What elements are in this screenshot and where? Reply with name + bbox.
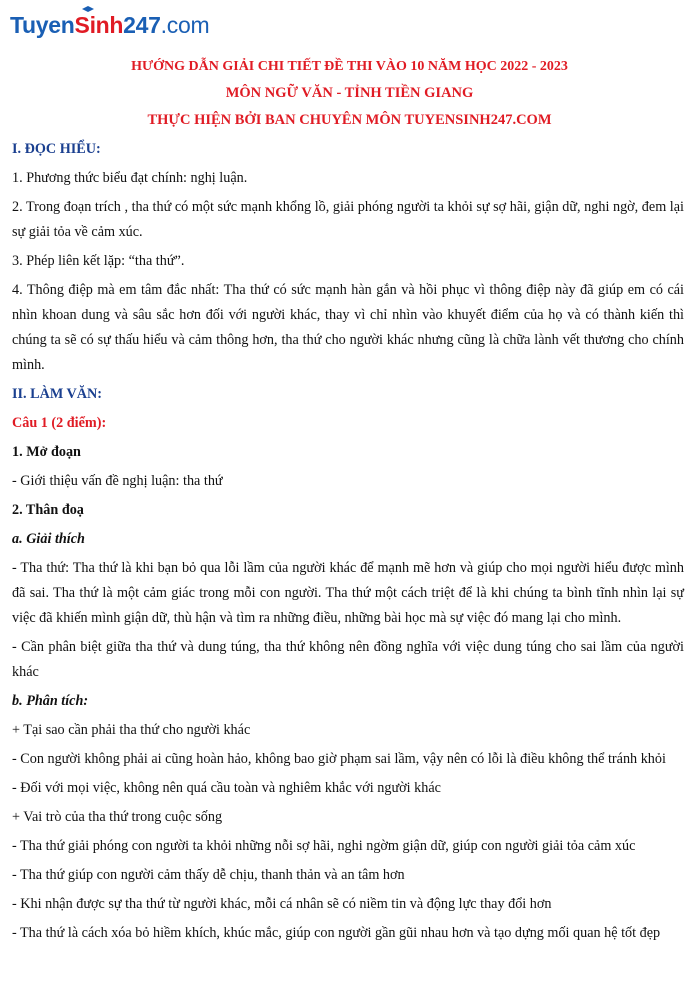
graduation-cap-icon [82, 6, 94, 13]
logo-part-sinh-text: Sinh [74, 12, 124, 38]
logo-part-tuyen: Tuyen [10, 12, 75, 38]
phan-tich-item-6: - Tha thứ giúp con người cảm thấy dễ chịu, thanh thản và an tâm hơn [12, 867, 405, 883]
phan-tich-item-4: + Vai trò của tha thứ trong cuộc sống [12, 809, 223, 825]
mo-doan-text: - Giới thiệu vấn đề nghị luận: tha thứ [12, 473, 223, 489]
question-1-title: Câu 1 (2 điểm): [12, 415, 107, 431]
header-line-2: MÔN NGỮ VĂN - TỈNH TIỀN GIANG [225, 85, 474, 101]
phan-tich-item-3: - Đối với mọi việc, không nên quá cầu toàn và nghiêm khắc với người khác [12, 780, 441, 796]
heading-mo-doan: 1. Mở đoạn [12, 444, 81, 460]
section-1-title: I. ĐỌC HIỂU: [12, 141, 101, 157]
section-2-title: II. LÀM VĂN: [12, 386, 102, 402]
reading-answer-2: 2. Trong đoạn trích , tha thứ có một sức mạnh khổng lồ, giải phóng người ta khỏi sự sợ hãi, giận dữ, nghi ngờ, đem lại sự giải tỏa về cảm xúc. [12, 199, 684, 240]
phan-tich-item-7: - Khi nhận được sự tha thứ từ người khác, mỗi cá nhân sẽ có niềm tin và động lực thay đổi hơn [12, 896, 552, 912]
reading-answer-4: 4. Thông điệp mà em tâm đắc nhất: Tha thứ có sức mạnh hàn gắn và hồi phục vì thông điệp này đã giúp em có cái nhìn khoan dung và sâu sắc hơn đối với người khác, thay vì chỉ nhìn vào khuyết điểm của họ và có thành kiến thì chúng ta sẽ có sự thấu hiểu và cảm thông hơn, tha thứ cho người khác nhưng cũng là chữa lành vết thương cho chính mình. [12, 282, 684, 373]
document-body [12, 137, 684, 950]
site-logo[interactable] [10, 12, 209, 39]
heading-giai-thich: a. Giải thích [12, 531, 85, 547]
logo-part-com: .com [160, 12, 210, 38]
heading-than-doan: 2. Thân đoạ [12, 502, 84, 518]
phan-tich-item-5: - Tha thứ giải phóng con người ta khỏi những nỗi sợ hãi, nghi ngờm giận dữ, giúp con người giải tỏa cảm xúc [12, 838, 636, 854]
header-line-3: THỰC HIỆN BỞI BAN CHUYÊN MÔN TUYENSINH247.COM [147, 112, 552, 128]
heading-phan-tich: b. Phân tích: [12, 693, 89, 709]
reading-answer-3: 3. Phép liên kết lặp: “tha thứ”. [12, 253, 185, 269]
reading-answer-1: 1. Phương thức biểu đạt chính: nghị luận. [12, 170, 248, 186]
phan-tich-item-2: - Con người không phải ai cũng hoàn hảo, không bao giờ phạm sai lầm, vậy nên có lỗi là điều không thể tránh khỏi [12, 751, 666, 767]
giai-thich-item-2: - Cần phân biệt giữa tha thứ và dung túng, tha thứ không nên đồng nghĩa với việc dung túng cho sai lầm của người khác [12, 639, 684, 680]
phan-tich-item-8: - Tha thứ là cách xóa bỏ hiềm khích, khúc mắc, giúp con người gần gũi nhau hơn và tạo dựng mối quan hệ tốt đẹp [12, 925, 661, 941]
logo-part-247: 247 [123, 12, 161, 38]
header-line-1: HƯỚNG DẪN GIẢI CHI TIẾT ĐỀ THI VÀO 10 NĂM HỌC 2022 - 2023 [131, 59, 568, 74]
phan-tich-item-1: + Tại sao cần phải tha thứ cho người khác [12, 722, 251, 738]
giai-thich-item-1: - Tha thứ: Tha thứ là khi bạn bỏ qua lỗi lầm của người khác để mạnh mẽ hơn và giúp cho mọi người hiểu được mình đã sai. Tha thứ là một cảm giác trong mỗi con người. Tha thứ một cách triệt để là khi chúng ta bình tĩnh nhìn lại sự việc đã khiến mình giận dữ, thù hận và tìm ra những điều, những bài học mà sự việc đó mang lại cho mình. [12, 560, 684, 626]
logo-part-sinh [75, 12, 124, 38]
